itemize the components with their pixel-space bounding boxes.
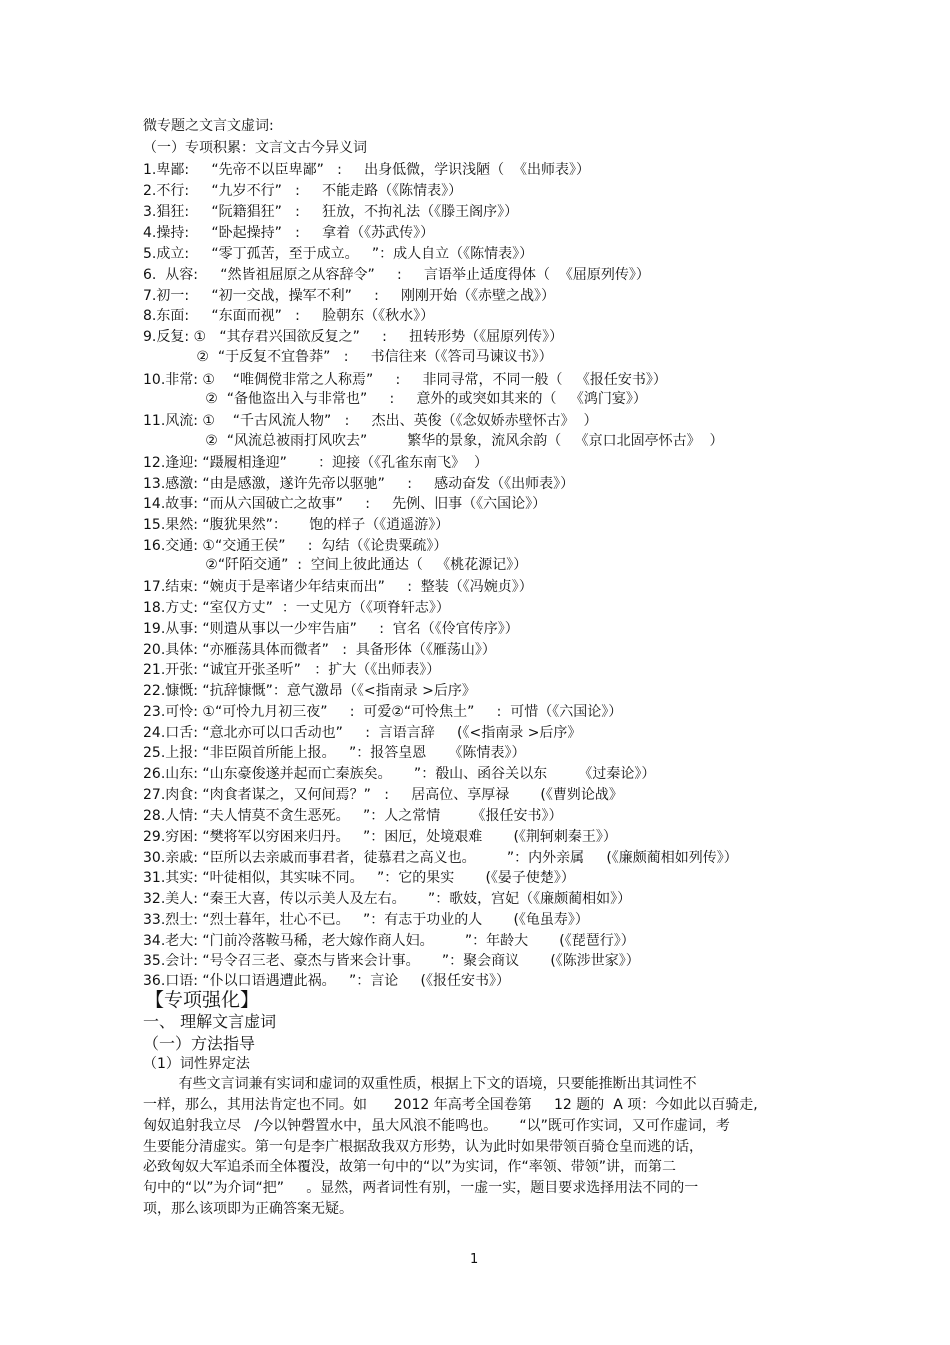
- paragraph-line: 生要能分清虚实。第一句是李广根据敌我双方形势，认为此时如果带领百骑仓皇而逃的话，: [143, 1139, 703, 1155]
- list-item: 9.反复: ① “其存君兴国欲反复之” : 扭转形势（《屈原列传》）: [143, 329, 564, 345]
- list-item: 25.上报: “非臣陨首所能上报。 ”：报答皇恩 《陈情表》）: [143, 745, 526, 761]
- list-item: 21.开张: “诚宜开张圣听” ：扩大（《出师表》）: [143, 662, 441, 678]
- list-item: 17.结束: “婉贞于是率诸少年结束而出” : 整装（《冯婉贞》）: [143, 579, 533, 595]
- list-item: 34.老大: “门前冷落鞍马稀，老大嫁作商人妇。 ”：年龄大 (《琵琶行》）: [143, 933, 635, 949]
- paragraph-line: 必致匈奴大军追杀而全体覆没，故第一句中的“以”为实词，作“率领、带领”讲，而第二: [143, 1159, 677, 1175]
- list-item: 5.成立: “零丁孤苦，至于成立。 ”：成人自立（《陈情表》）: [143, 246, 534, 262]
- doc-title: 微专题之文言文虚词:: [143, 118, 274, 134]
- list-item: 3.猖狂: “阮籍猖狂” : 狂放，不拘礼法（《滕王阁序》）: [143, 204, 519, 220]
- page-number: 1: [470, 1252, 479, 1267]
- section-heading: 【专项强化】: [145, 989, 260, 1011]
- list-item: 1.卑鄙: “先帝不以臣卑鄙” : 出身低微，学识浅陋（ 《出师表》）: [143, 162, 591, 178]
- list-item: 4.操持: “卧起操持” : 拿着（《苏武传》）: [143, 225, 435, 241]
- list-item: 28.人情: “夫人情莫不贪生恶死。 ”：人之常情 《报任安书》）: [143, 808, 563, 824]
- list-item: 29.穷困: “樊将军以穷困来归丹。 ”：困厄，处境艰难 (《荆轲刺秦王》）: [143, 829, 617, 845]
- list-item: 33.烈士: “烈士暮年，壮心不已。 ”：有志于功业的人 (《龟虽寿》）: [143, 912, 589, 928]
- list-item: ② “于反复不宜鲁莽” : 书信往来（《答司马谏议书》）: [143, 349, 553, 365]
- list-item: 8.东面: “东面而视” : 脸朝东（《秋水》）: [143, 308, 435, 324]
- doc-subtitle: （一）专项积累：文言文古今异义词: [143, 140, 367, 156]
- method-heading: （一）方法指导: [143, 1034, 256, 1053]
- list-item: 15.果然: “腹犹果然”： 饱的样子（《逍遥游》）: [143, 517, 450, 533]
- list-item: ② “备他盗出入与非常也” : 意外的或突如其来的（ 《鸿门宴》）: [143, 391, 647, 407]
- paragraph-line: 句中的“以”为介词“把” 。显然，两者词性有别，一虚一实，题目要求选择用法不同的一: [143, 1180, 699, 1196]
- paragraph-line: 有些文言词兼有实词和虚词的双重性质，根据上下文的语境，只要能推断出其词性不: [143, 1076, 697, 1092]
- list-item: 27.肉食: “肉食者谋之，又何间焉？” : 居高位、享厚禄 (《曹刿论战》: [143, 787, 623, 803]
- list-item: 2.不行: “九岁不行” : 不能走路（《陈情表》）: [143, 183, 463, 199]
- list-item: 7.初一: “初一交战，操军不利” : 刚刚开始（《赤壁之战》）: [143, 288, 556, 304]
- list-item: 23.可怜: ①“可怜九月初三夜” : 可爱②“可怜焦土” : 可惜（《六国论》）: [143, 704, 623, 720]
- list-item: 10.非常: ① “唯倜傥非常之人称焉” : 非同寻常，不同一般（ 《报任安书》）: [143, 372, 667, 388]
- paragraph-line: 匈奴追射我立尽 /今以钟磬置水中，虽大风浪不能鸣也。 “以”既可作实词，又可作虚词，考: [143, 1118, 730, 1134]
- list-item: 14.故事: “而从六国破亡之故事” : 先例、旧事（《六国论》）: [143, 496, 547, 512]
- list-item: 20.具体: “亦雁荡具体而微者” : 具备形体（《雁荡山》）: [143, 642, 496, 658]
- paragraph-line: 一样，那么，其用法肯定也不同。如 2012 年高考全国卷第 12 题的 A 项：今如此以百骑走,: [143, 1097, 758, 1113]
- list-item: 13.感激: “由是感激，遂许先帝以驱驰” : 感动奋发（《出师表》）: [143, 476, 575, 492]
- list-item: 24.口舌: “意北亦可以口舌动也” : 言语言辞 (《<指南录 >后序》: [143, 725, 582, 741]
- list-item: 32.美人: “秦王大喜，传以示美人及左右。 ”：歌妓，宫妃（《廉颇蔺相如》）: [143, 891, 632, 907]
- list-item: 12.逢迎: “蹑履相逢迎” ：迎接（《孔雀东南飞》 ）: [143, 455, 488, 471]
- list-item: 19.从事: “则遣从事以一少牢告庙” : 官名（《伶官传序》）: [143, 621, 519, 637]
- list-item: 11.风流: ① “千古风流人物” : 杰出、英俊（《念奴娇赤壁怀古》 ）: [143, 413, 598, 429]
- list-item: 35.会计: “号令召三老、豪杰与皆来会计事。 ”：聚会商议 (《陈涉世家》）: [143, 953, 640, 969]
- method-item: （1）词性界定法: [143, 1056, 250, 1072]
- part-heading: 一、 理解文言虚词: [143, 1012, 277, 1031]
- list-item: ②“阡陌交通” : 空间上彼此通达（ 《桃花源记》）: [143, 557, 528, 573]
- list-item: 22.慷慨: “抗辞慷慨”：意气激昂（《<指南录 >后序》: [143, 683, 476, 699]
- list-item: ② “风流总被雨打风吹去” 繁华的景象，流风余韵（ 《京口北固亭怀古》 ）: [143, 433, 724, 449]
- list-item: 26.山东: “山东豪俊遂并起而亡秦族矣。 ”：殽山、函谷关以东 《过秦论》）: [143, 766, 656, 782]
- list-item: 30.亲戚: “臣所以去亲戚而事君者，徒慕君之高义也。 ”：内外亲属 (《廉颇蔺相如列传》）: [143, 850, 738, 866]
- paragraph-line: 项，那么该项即为正确答案无疑。: [143, 1201, 353, 1217]
- list-item: 6. 从容: “然皆祖屈原之从容辞令” : 言语举止适度得体（ 《屈原列传》）: [143, 267, 650, 283]
- list-item: 18.方丈: “室仅方丈” ：一丈见方（《项脊轩志》）: [143, 600, 450, 616]
- list-item: 31.其实: “叶徒相似，其实味不同。 ”：它的果实 (《晏子使楚》）: [143, 870, 575, 886]
- list-item: 36.口语: “仆以口语遇遭此祸。 ”：言论 (《报任安书》）: [143, 973, 510, 989]
- list-item: 16.交通: ①“交通王侯” : 勾结（《论贵粟疏》）: [143, 538, 448, 554]
